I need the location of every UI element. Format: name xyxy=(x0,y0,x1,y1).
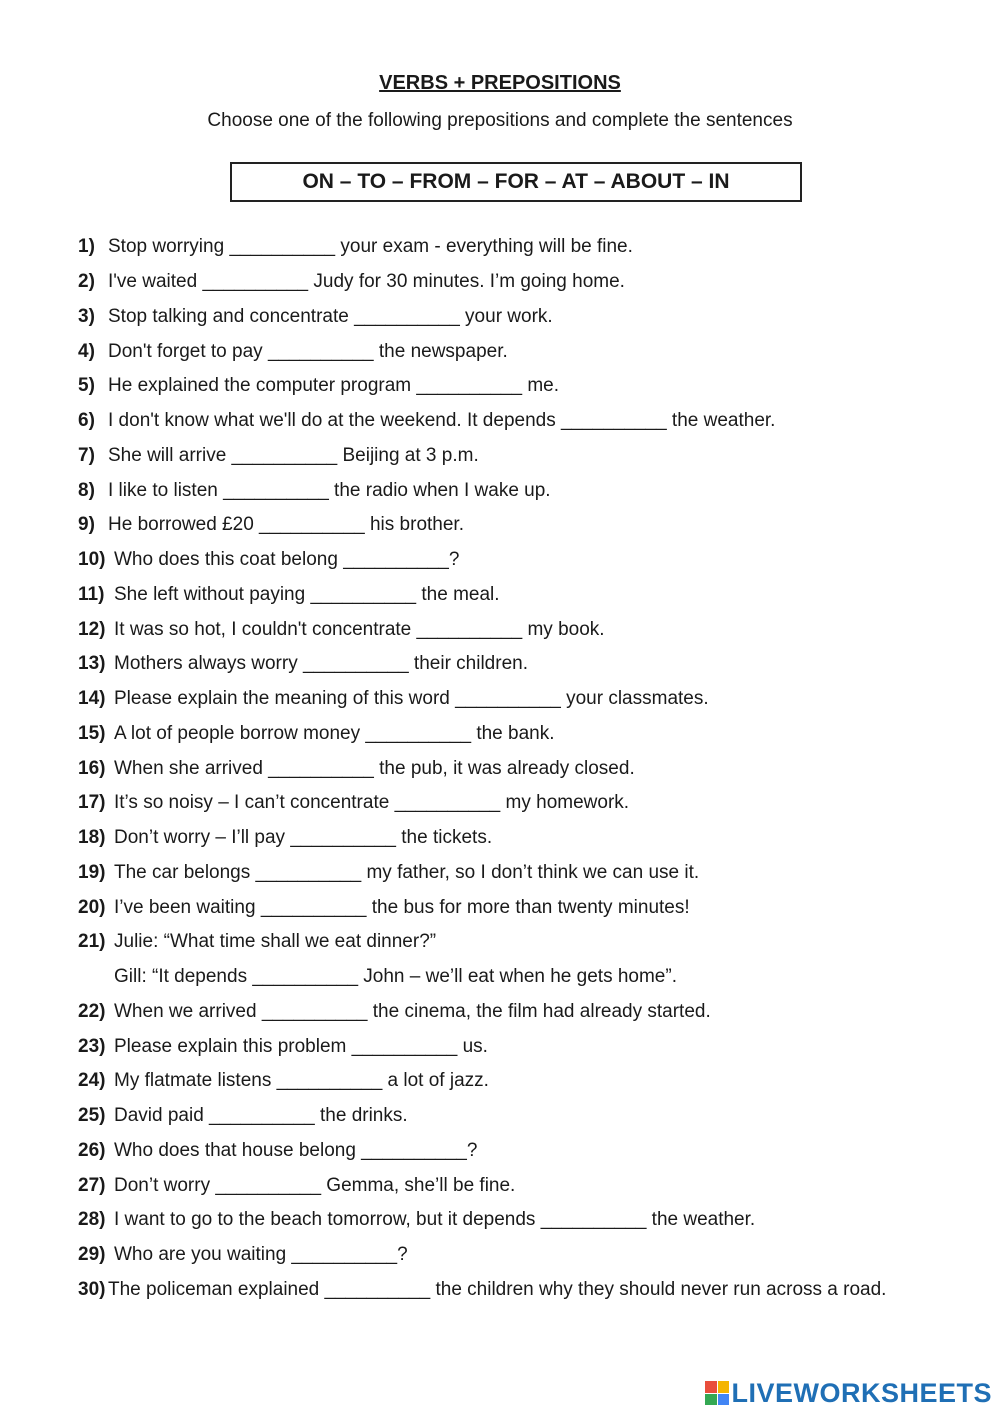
question-number: 17) xyxy=(78,792,106,814)
question-number: 29) xyxy=(78,1244,106,1266)
question-item xyxy=(78,612,980,647)
question-number: 21) xyxy=(78,931,106,953)
question-text: He borrowed £20 __________ his brother. xyxy=(108,514,464,536)
question-number: 9) xyxy=(78,514,95,536)
question-text: The policeman explained __________ the children why they should never run across a road. xyxy=(108,1278,887,1300)
question-number: 24) xyxy=(78,1070,106,1092)
question-item xyxy=(78,1168,980,1203)
question-text: I don't know what we'll do at the weekend. It depends __________ the weather. xyxy=(108,410,776,432)
question-item-continuation xyxy=(78,960,980,995)
question-text: She left without paying __________ the meal. xyxy=(114,583,500,605)
question-number: 3) xyxy=(78,305,95,327)
question-item xyxy=(78,578,980,613)
question-text: David paid __________ the drinks. xyxy=(114,1105,408,1127)
question-item xyxy=(78,300,980,335)
logo-square xyxy=(718,1381,730,1393)
prepositions-list: ON – TO – FROM – FOR – AT – ABOUT – IN xyxy=(302,170,730,193)
question-text: Stop talking and concentrate __________ your work. xyxy=(108,305,553,327)
question-number: 20) xyxy=(78,896,106,918)
question-item xyxy=(78,1273,980,1308)
question-number: 1) xyxy=(78,236,95,258)
question-number: 16) xyxy=(78,757,106,779)
question-item xyxy=(78,682,980,717)
question-number: 2) xyxy=(78,271,95,293)
question-item xyxy=(78,404,980,439)
question-item xyxy=(78,473,980,508)
question-item xyxy=(78,1134,980,1169)
question-text: I like to listen __________ the radio when I wake up. xyxy=(108,479,551,501)
question-number: 25) xyxy=(78,1105,106,1127)
liveworksheets-logo xyxy=(705,1379,992,1407)
question-text: Don't forget to pay __________ the newspaper. xyxy=(108,340,508,362)
question-item xyxy=(78,751,980,786)
question-text: My flatmate listens __________ a lot of jazz. xyxy=(114,1070,489,1092)
question-text: I’ve been waiting __________ the bus for more than twenty minutes! xyxy=(114,896,690,918)
question-item xyxy=(78,925,980,960)
worksheet-instructions: Choose one of the following prepositions and complete the sentences xyxy=(207,110,793,131)
question-item xyxy=(78,1029,980,1064)
question-text: Who does that house belong __________? xyxy=(114,1139,478,1161)
question-number: 12) xyxy=(78,618,106,640)
question-number: 11) xyxy=(78,583,105,605)
question-text: Please explain this problem __________ us. xyxy=(114,1035,488,1057)
question-text: Who does this coat belong __________? xyxy=(114,549,460,571)
question-number: 5) xyxy=(78,375,95,397)
question-item xyxy=(78,265,980,300)
question-text: When we arrived __________ the cinema, the film had already started. xyxy=(114,1000,711,1022)
question-text: Gill: “It depends __________ John – we’ll eat when he gets home”. xyxy=(114,966,677,988)
question-text: A lot of people borrow money __________ the bank. xyxy=(114,722,555,744)
question-number: 6) xyxy=(78,410,95,432)
question-item xyxy=(78,717,980,752)
question-number: 19) xyxy=(78,861,106,883)
question-number: 15) xyxy=(78,722,106,744)
question-item xyxy=(78,856,980,891)
question-text: I want to go to the beach tomorrow, but it depends __________ the weather. xyxy=(114,1209,756,1231)
logo-square xyxy=(705,1381,717,1393)
prepositions-box xyxy=(230,162,802,202)
question-text: Don’t worry __________ Gemma, she’ll be fine. xyxy=(114,1174,516,1196)
worksheet-title: VERBS + PREPOSITIONS xyxy=(379,72,621,94)
question-number: 28) xyxy=(78,1209,106,1231)
logo-square xyxy=(718,1394,730,1406)
question-number: 14) xyxy=(78,688,106,710)
question-number: 7) xyxy=(78,444,95,466)
question-number: 23) xyxy=(78,1035,106,1057)
question-number: 4) xyxy=(78,340,95,362)
question-number: 8) xyxy=(78,479,95,501)
question-list xyxy=(78,230,980,1307)
question-item xyxy=(78,1238,980,1273)
question-item xyxy=(78,369,980,404)
question-item xyxy=(78,786,980,821)
question-item xyxy=(78,890,980,925)
question-item xyxy=(78,439,980,474)
question-number: 13) xyxy=(78,653,106,675)
question-item xyxy=(78,1203,980,1238)
question-item xyxy=(78,1064,980,1099)
question-number: 10) xyxy=(78,549,106,571)
question-text: Mothers always worry __________ their children. xyxy=(114,653,528,675)
question-text: It’s so noisy – I can’t concentrate __________ my homework. xyxy=(114,792,630,814)
question-text: I've waited __________ Judy for 30 minutes. I’m going home. xyxy=(108,271,625,293)
question-item xyxy=(78,647,980,682)
question-text: Don’t worry – I’ll pay __________ the tickets. xyxy=(114,827,493,849)
question-text: Please explain the meaning of this word __________ your classmates. xyxy=(114,688,709,710)
logo-text: LIVEWORKSHEETS xyxy=(731,1377,992,1408)
question-item xyxy=(78,543,980,578)
question-item xyxy=(78,508,980,543)
question-text: Stop worrying __________ your exam - everything will be fine. xyxy=(108,236,633,258)
question-text: She will arrive __________ Beijing at 3 p.m. xyxy=(108,444,479,466)
question-number: 18) xyxy=(78,827,106,849)
logo-square xyxy=(705,1394,717,1406)
question-number: 22) xyxy=(78,1000,106,1022)
question-number: 30) xyxy=(78,1278,106,1300)
question-text: Julie: “What time shall we eat dinner?” xyxy=(114,931,437,953)
question-text: The car belongs __________ my father, so I don’t think we can use it. xyxy=(114,861,700,883)
question-text: It was so hot, I couldn't concentrate __________ my book. xyxy=(114,618,605,640)
question-item xyxy=(78,1099,980,1134)
question-item xyxy=(78,995,980,1030)
question-item xyxy=(78,821,980,856)
question-number: 27) xyxy=(78,1174,106,1196)
question-text: Who are you waiting __________? xyxy=(114,1244,408,1266)
question-number: 26) xyxy=(78,1139,106,1161)
question-item xyxy=(78,230,980,265)
logo-mark-icon xyxy=(705,1381,729,1405)
question-item xyxy=(78,334,980,369)
question-text: When she arrived __________ the pub, it was already closed. xyxy=(114,757,635,779)
question-text: He explained the computer program __________ me. xyxy=(108,375,560,397)
